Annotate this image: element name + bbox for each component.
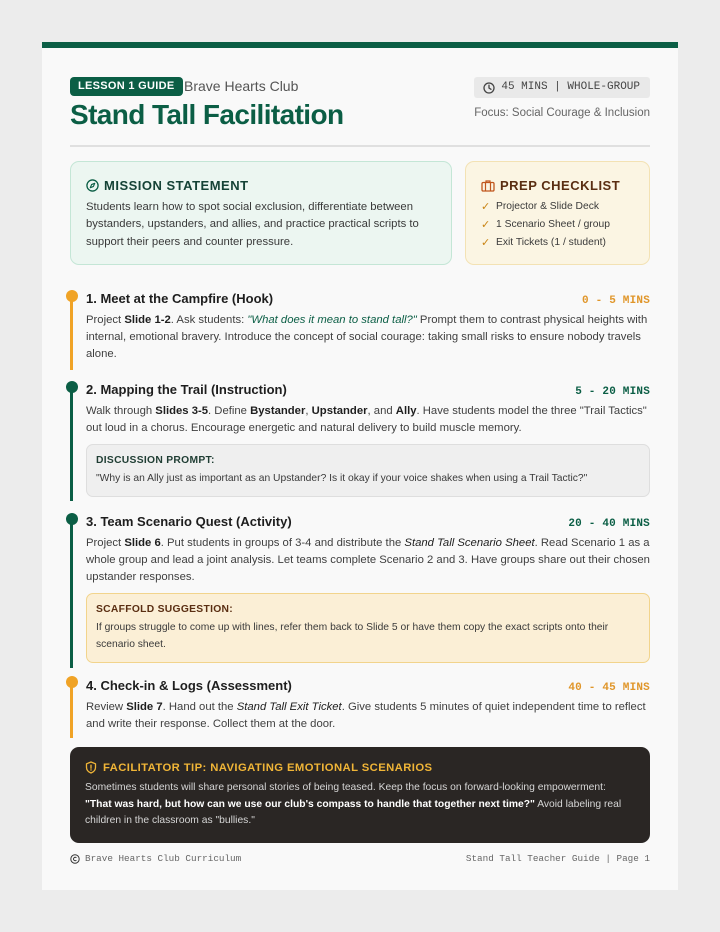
prep-item bbox=[481, 216, 635, 234]
facilitator-tip-card bbox=[70, 747, 650, 843]
box-text: If groups struggle to come up with lines, refer them back to Slide 5 or have them copy the exact scripts onto their scenario sheet. bbox=[96, 622, 609, 650]
shield-icon bbox=[85, 761, 97, 774]
prep-item-label: Projector & Slide Deck bbox=[496, 201, 600, 212]
step-time: 40 - 45 MINS bbox=[568, 682, 650, 694]
step-time: 5 - 20 MINS bbox=[575, 386, 650, 398]
text: Avoid labeling real children in the classroom as "bullies." bbox=[85, 798, 622, 826]
step-time: 0 - 5 MINS bbox=[581, 295, 650, 307]
timeline-dot-3 bbox=[66, 513, 78, 525]
text: Slide 1-2 bbox=[124, 314, 171, 326]
text: Bystander bbox=[250, 405, 306, 417]
text: . Give students 5 minutes of quiet independent time to reflect and write their response. Collect them at the door. bbox=[86, 701, 646, 730]
text: . Ask students: bbox=[170, 314, 248, 326]
footer-left bbox=[70, 853, 241, 864]
footer-page: Stand Tall Teacher Guide | Page 1 bbox=[465, 853, 650, 864]
prep-title: PREP CHECKLIST bbox=[500, 178, 621, 193]
text: Project bbox=[86, 537, 125, 549]
mission-heading bbox=[86, 178, 436, 193]
text: Slides 3-5 bbox=[155, 405, 209, 417]
text: Walk through bbox=[86, 405, 156, 417]
lesson-badge: LESSON 1 GUIDE bbox=[70, 77, 183, 96]
compass-icon bbox=[86, 179, 99, 192]
box-text: "Why is an Ally just as important as an Upstander? Is it okay if your voice shakes when using a Trail Tactic?" bbox=[96, 473, 588, 484]
prep-list bbox=[481, 198, 635, 252]
club-name: Brave Hearts Club bbox=[184, 78, 299, 94]
timeline-dot-2 bbox=[66, 381, 78, 393]
step-body bbox=[86, 312, 650, 363]
scaffold-suggestion-box bbox=[86, 593, 650, 663]
step-3 bbox=[86, 514, 650, 663]
duration-text: 45 MINS | WHOLE-GROUP bbox=[501, 81, 640, 93]
tip-title: FACILITATOR TIP: NAVIGATING EMOTIONAL SCENARIOS bbox=[103, 761, 433, 774]
text: Ally bbox=[395, 405, 417, 417]
check-icon: ✓ bbox=[481, 201, 491, 213]
prep-card bbox=[465, 161, 650, 265]
mission-title: MISSION STATEMENT bbox=[104, 178, 249, 193]
page-title: Stand Tall Facilitation bbox=[70, 99, 344, 130]
text: . Read Scenario 1 as a whole group and lead a joint analysis. Let teams complete Scenario 2 and 3. Have groups share out their chosen upstander responses. bbox=[86, 537, 650, 583]
text: Prompt them to contrast physical heights with internal, emotional bravery. Introduce the concept of social courage: taking small risks to ensure nobody travels alone. bbox=[86, 314, 648, 360]
timeline-segment-2 bbox=[70, 387, 73, 501]
text: Upstander bbox=[311, 405, 368, 417]
timeline-dot-4 bbox=[66, 676, 78, 688]
text: Stand Tall Scenario Sheet bbox=[404, 537, 535, 549]
step-title: 3. Team Scenario Quest (Activity) bbox=[86, 514, 292, 529]
box-title: SCAFFOLD SUGGESTION: bbox=[96, 604, 233, 615]
lesson-page bbox=[42, 42, 678, 890]
text: . Put students in groups of 3-4 and distribute the bbox=[160, 537, 405, 549]
text: Slide 7 bbox=[126, 701, 163, 713]
text: Project bbox=[86, 314, 125, 326]
question-quote: "What does it mean to stand tall?" bbox=[247, 314, 417, 326]
step-title: 2. Mapping the Trail (Instruction) bbox=[86, 382, 287, 397]
text: Sometimes students will share personal stories of being teased. Keep the focus on forward-looking empowerment: bbox=[85, 782, 606, 793]
prep-heading bbox=[481, 178, 635, 193]
step-body bbox=[86, 535, 650, 586]
text: . Define bbox=[208, 405, 251, 417]
prep-item-label: 1 Scenario Sheet / group bbox=[496, 219, 610, 230]
tip-quote: "That was hard, but how can we use our club's compass to handle that together next time?" bbox=[85, 798, 535, 810]
step-4 bbox=[86, 678, 650, 733]
mission-card bbox=[70, 161, 452, 265]
clock-icon bbox=[483, 82, 495, 94]
footer-curriculum: Brave Hearts Club Curriculum bbox=[85, 853, 242, 864]
timeline-segment-1 bbox=[70, 296, 73, 370]
prep-item-label: Exit Tickets (1 / student) bbox=[496, 237, 606, 248]
text: . Hand out the bbox=[162, 701, 237, 713]
text: , and bbox=[367, 405, 396, 417]
discussion-prompt-box bbox=[86, 444, 650, 497]
tip-text bbox=[85, 780, 635, 830]
step-title: 1. Meet at the Campfire (Hook) bbox=[86, 291, 274, 306]
text: , bbox=[305, 405, 312, 417]
step-1 bbox=[86, 291, 650, 363]
copyright-icon bbox=[70, 854, 80, 864]
step-time: 20 - 40 MINS bbox=[568, 518, 650, 530]
focus-text: Focus: Social Courage & Inclusion bbox=[474, 107, 650, 119]
check-icon: ✓ bbox=[481, 237, 491, 249]
step-body bbox=[86, 699, 650, 733]
prep-item bbox=[481, 234, 635, 252]
step-body bbox=[86, 403, 650, 437]
check-icon: ✓ bbox=[481, 219, 491, 231]
step-title: 4. Check-in & Logs (Assessment) bbox=[86, 678, 292, 693]
text: . Have students model the three "Trail Tactics" out loud in a chorus. Encourage energetic and natural delivery to build muscle memory. bbox=[86, 405, 647, 434]
text: Slide 6 bbox=[124, 537, 161, 549]
briefcase-icon bbox=[481, 179, 495, 192]
duration-pill bbox=[474, 77, 650, 98]
tip-heading bbox=[85, 761, 635, 774]
timeline-dot-1 bbox=[66, 290, 78, 302]
prep-item bbox=[481, 198, 635, 216]
step-2 bbox=[86, 382, 650, 497]
timeline-segment-3 bbox=[70, 519, 73, 668]
timeline-segment-4 bbox=[70, 682, 73, 738]
header-divider bbox=[70, 145, 650, 147]
box-title: DISCUSSION PROMPT: bbox=[96, 455, 215, 466]
mission-text: Students learn how to spot social exclusion, differentiate between bystanders, upstanders, and allies, and practice practical scripts to support their peers and counter pressure. bbox=[86, 201, 419, 248]
text: Stand Tall Exit Ticket bbox=[236, 701, 342, 713]
text: Review bbox=[86, 701, 127, 713]
